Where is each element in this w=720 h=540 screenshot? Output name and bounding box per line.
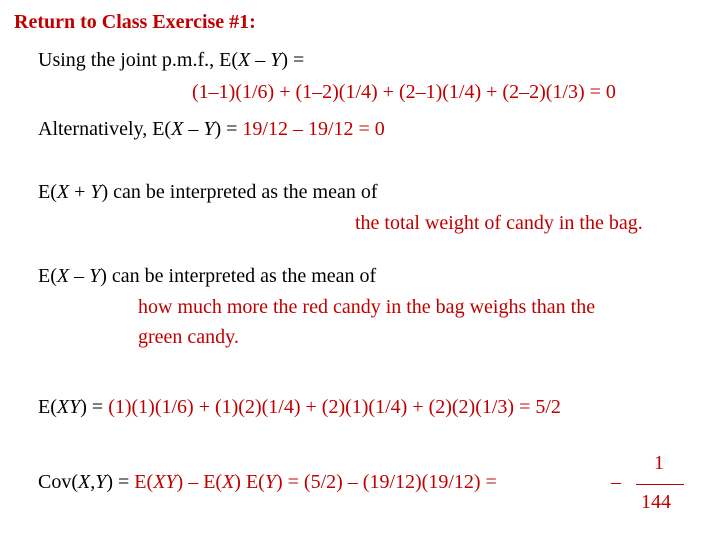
text: E( [134,471,154,493]
joint-pmf-expression: (1–1)(1/6) + (1–2)(1/4) + (2–1)(1/4) + (2–2)(1/3) = 0 [192,81,616,103]
cov-line [38,470,497,494]
cov-minus-sign: – [611,471,621,493]
var-xy: XY [56,396,81,418]
var-x: X [222,471,235,493]
text: ) can be interpreted as the mean of [100,265,377,287]
text: ) = [80,396,109,418]
text: + [69,181,91,203]
var-y: Y [264,471,276,493]
sum-mean-statement [38,180,378,204]
text: ) – E( [176,471,223,493]
exy-line [38,395,561,419]
sum-mean-answer: the total weight of candy in the bag. [355,212,643,234]
diff-mean-answer-line2: green candy. [138,326,239,348]
text: ) = [275,471,304,493]
var-y: Y [89,265,101,287]
line-joint-pmf [38,48,304,72]
text: ) E( [234,471,265,493]
var-x: X [56,265,70,287]
cov-denominator: 144 [641,491,671,513]
exy-result: 5/2 [535,396,561,418]
cov-numerator: 1 [654,452,664,474]
text: ) = [281,49,305,71]
text: E( [38,181,57,203]
var-x: X [171,118,184,140]
cov-expression: (5/2) – (19/12)(19/12) = [303,471,497,493]
var-xy: XY [153,471,177,493]
text: Alternatively, E( [38,118,172,140]
diff-mean-answer-line1: how much more the red candy in the bag weighs than the [138,296,596,318]
var-y: Y [95,471,107,493]
var-x: X [237,49,251,71]
page-title: Return to Class Exercise #1: [14,11,256,33]
var-y: Y [203,118,215,140]
line-alternatively [38,117,385,141]
text: , [90,471,96,493]
text: ) can be interpreted as the mean of [101,181,378,203]
var-y: Y [270,49,282,71]
diff-mean-statement [38,264,376,288]
var-x: X [78,471,91,493]
var-x: X [56,181,70,203]
text: ) = [214,118,243,140]
text: Cov( [38,471,78,493]
text: – [69,265,90,287]
alt-value: 19/12 – 19/12 = 0 [242,118,385,140]
text: E( [38,396,57,418]
text: ) = [106,471,135,493]
text: Using the joint p.m.f., E( [38,49,238,71]
text: E( [38,265,57,287]
text: – [250,49,271,71]
fraction-bar [636,484,684,485]
text: – [183,118,204,140]
exy-expression: (1)(1)(1/6) + (1)(2)(1/4) + (2)(1)(1/4) + (2)(2)(1/3) = [108,396,531,418]
cov-expansion [134,471,304,493]
var-y: Y [90,181,102,203]
